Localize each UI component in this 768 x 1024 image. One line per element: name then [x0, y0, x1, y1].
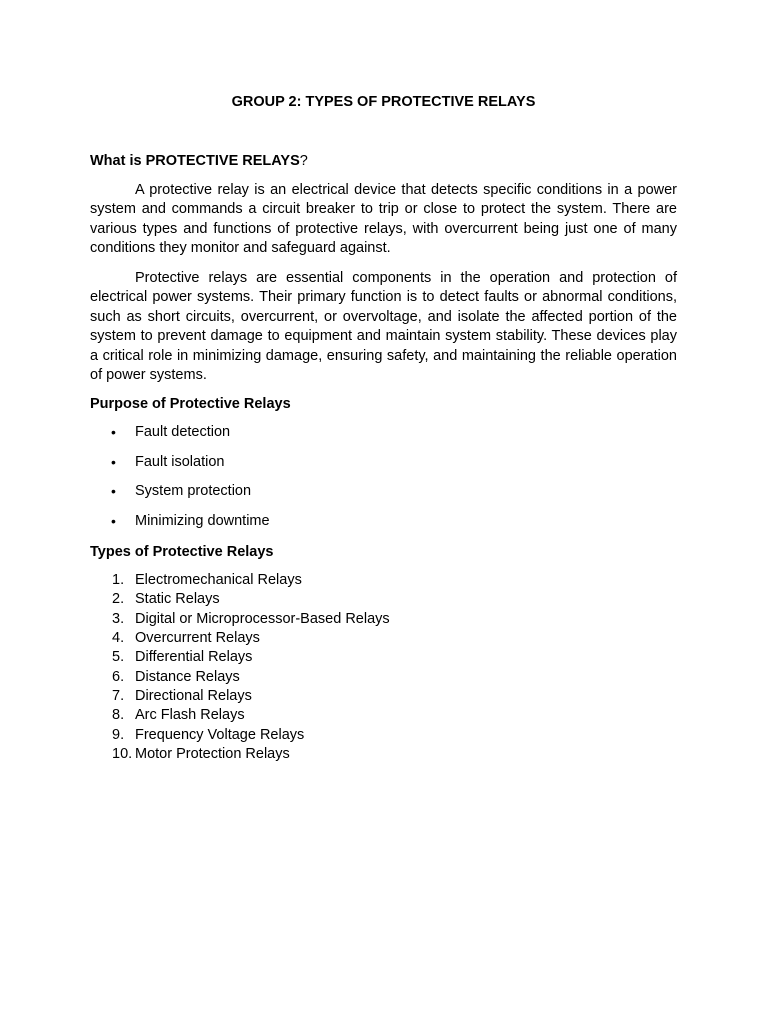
- list-item-number: 6.: [112, 668, 125, 685]
- section-heading-types: Types of Protective Relays: [90, 544, 274, 560]
- bullet-icon: •: [111, 424, 116, 440]
- list-item-label: Static Relays: [135, 591, 220, 608]
- section-heading-what-is-suffix: ?: [299, 153, 308, 169]
- paragraph-definition: A protective relay is an electrical device that detects specific conditions in a power system and commands a circuit breaker to trip or close to protect the system. There are various types and functions of protective relays, with overcurrent being just one of many conditions they monitor and safeguard against.: [90, 182, 677, 257]
- list-item-number: 9.: [112, 726, 125, 743]
- list-item: [90, 726, 677, 745]
- list-item-label: Digital or Microprocessor-Based Relays: [135, 610, 390, 627]
- list-item-number: 4.: [112, 630, 125, 647]
- list-item-number: 10.: [112, 746, 133, 763]
- list-item: [90, 745, 677, 764]
- section-heading-purpose: Purpose of Protective Relays: [90, 396, 291, 412]
- list-item: [90, 571, 677, 590]
- types-list: [90, 571, 677, 764]
- list-item-number: 5.: [112, 649, 125, 666]
- list-item-number: 3.: [112, 610, 125, 627]
- section-heading-what-is: [90, 152, 308, 171]
- bullet-icon: •: [111, 483, 116, 500]
- list-item-label: Arc Flash Relays: [135, 707, 245, 724]
- list-item: [90, 512, 677, 542]
- bullet-icon: •: [111, 513, 116, 530]
- paragraph-function: Protective relays are essential components in the operation and protection of electrical power systems. Their primary function is to detect faults or abnormal conditions, such as short circuits, overcurrent, or overvoltage, and isolate the affected portion of the system to prevent damage to equipment and maintain system stability. These devices play a critical role in minimizing damage, ensuring safety, and maintaining the reliable operation of power systems.: [90, 270, 677, 384]
- list-item-label: System protection: [135, 483, 252, 500]
- list-item-label: Electromechanical Relays: [135, 572, 302, 588]
- list-item-number: 2.: [112, 591, 125, 608]
- list-item-label: Fault isolation: [135, 453, 225, 470]
- list-item: [90, 668, 677, 687]
- list-item: [90, 648, 677, 667]
- list-item-label: Frequency Voltage Relays: [135, 726, 305, 743]
- bullet-icon: •: [111, 453, 116, 470]
- list-item: [90, 482, 677, 512]
- list-item: [90, 610, 677, 629]
- section-heading-what-is-text: What is PROTECTIVE RELAYS: [90, 153, 300, 169]
- list-item: [90, 687, 677, 706]
- list-item: [90, 453, 677, 483]
- document-title: GROUP 2: TYPES OF PROTECTIVE RELAYS: [231, 94, 536, 110]
- list-item-label: Motor Protection Relays: [135, 746, 290, 763]
- list-item-label: Overcurrent Relays: [135, 630, 260, 647]
- list-item-label: Directional Relays: [135, 688, 252, 705]
- list-item-number: 1.: [112, 572, 125, 588]
- list-item-label: Differential Relays: [135, 649, 253, 666]
- list-item-label: Minimizing downtime: [135, 513, 270, 530]
- purpose-list: [90, 423, 677, 542]
- list-item: [90, 423, 677, 453]
- list-item-number: 8.: [112, 707, 125, 724]
- list-item-label: Fault detection: [135, 424, 231, 440]
- list-item: [90, 590, 677, 609]
- list-item: [90, 706, 677, 725]
- list-item-label: Distance Relays: [135, 668, 240, 685]
- list-item-number: 7.: [112, 688, 125, 705]
- list-item: [90, 629, 677, 648]
